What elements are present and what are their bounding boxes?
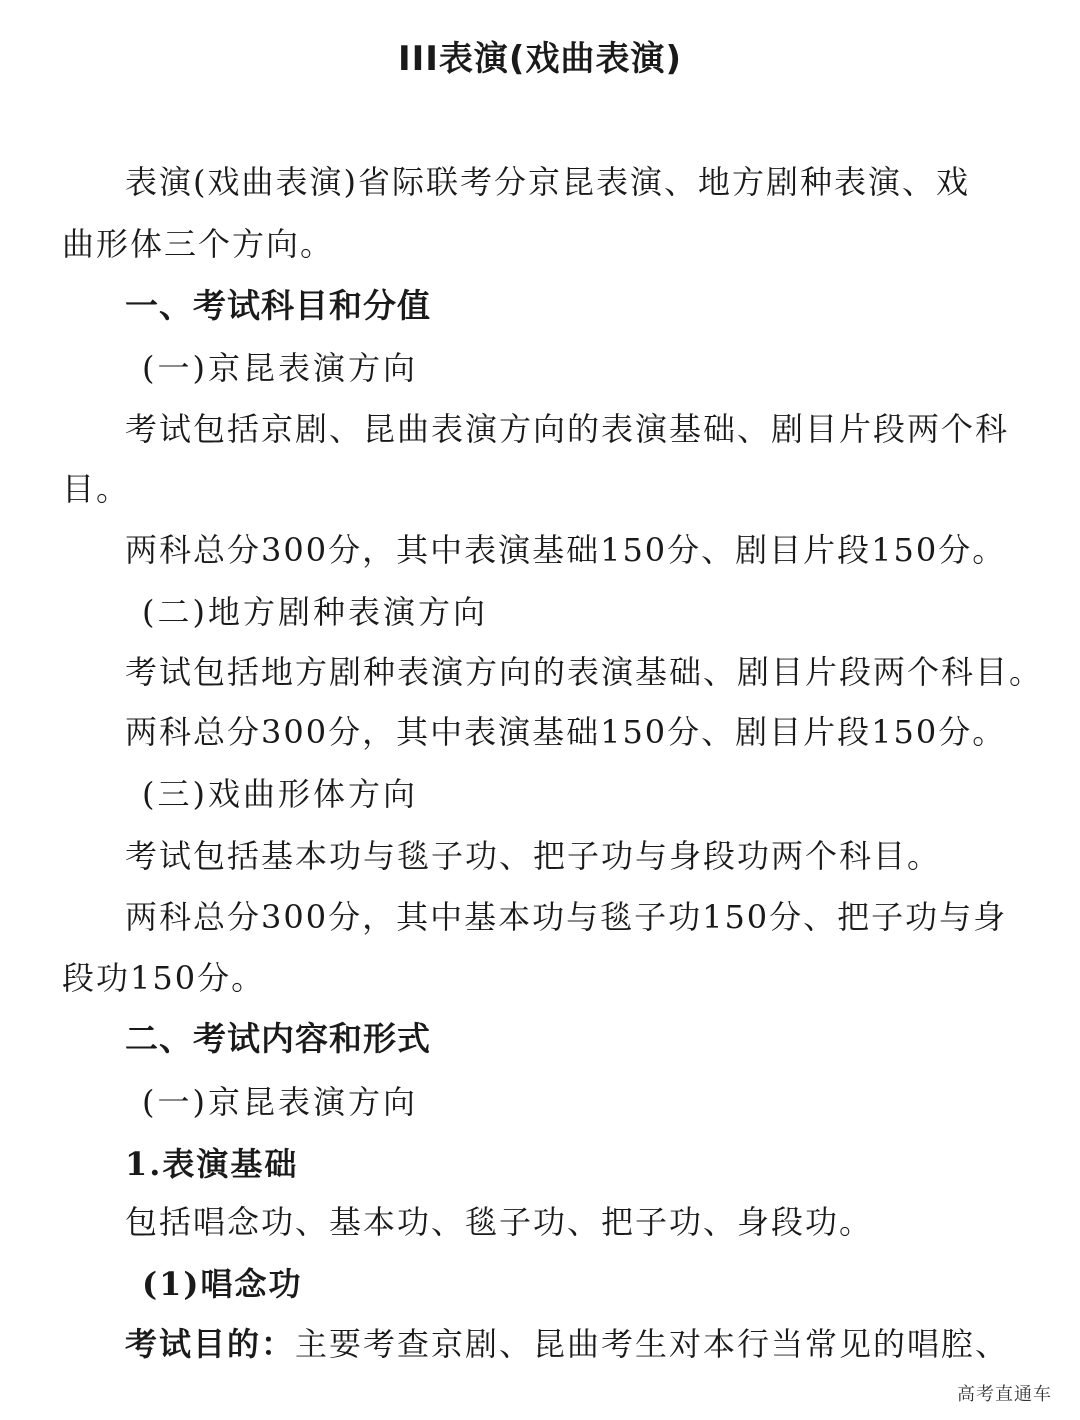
section2-heading: 二、考试内容和形式 [125, 1019, 431, 1058]
watermark-label: 高考直通车 [957, 1384, 1052, 1405]
section1-sub2-heading: (二)地方剧种表演方向 [142, 593, 488, 631]
section1-sub1-score: 两科总分300分，其中表演基础150分、剧目片段150分。 [125, 531, 1007, 569]
intro-line-1: 表演(戏曲表演)省际联考分京昆表演、地方剧种表演、戏 [125, 163, 970, 201]
section2-point1-heading: (1)唱念功 [142, 1265, 303, 1303]
purpose-text: 主要考查京剧、昆曲考生对本行当常见的唱腔、 [295, 1325, 1010, 1363]
section2-item1-desc: 包括唱念功、基本功、毯子功、把子功、身段功。 [125, 1203, 874, 1241]
section1-heading: 一、考试科目和分值 [125, 286, 431, 325]
section1-sub1-desc-line-2: 目。 [62, 470, 131, 508]
purpose-label: 考试目的： [125, 1325, 296, 1363]
section1-sub3-score-line-1: 两科总分300分，其中基本功与毯子功150分、把子功与身 [125, 898, 1008, 936]
section1-sub1-desc-line-1: 考试包括京剧、昆曲表演方向的表演基础、剧目片段两个科 [125, 410, 1010, 448]
section1-sub2-score: 两科总分300分，其中表演基础150分、剧目片段150分。 [125, 713, 1007, 751]
section1-sub2-desc: 考试包括地方剧种表演方向的表演基础、剧目片段两个科目。 [125, 653, 1044, 691]
section1-sub3-score-line-2: 段功150分。 [62, 959, 266, 997]
section1-sub3-heading: (三)戏曲形体方向 [142, 775, 418, 813]
section2-item1-heading: 1.表演基础 [125, 1145, 299, 1183]
document-title: III表演(戏曲表演) [397, 39, 683, 79]
section1-sub3-desc: 考试包括基本功与毯子功、把子功与身段功两个科目。 [125, 837, 942, 875]
intro-line-2: 曲形体三个方向。 [62, 225, 335, 263]
section2-sub1-heading: (一)京昆表演方向 [142, 1083, 418, 1121]
purpose-line [125, 1320, 1009, 1368]
section1-sub1-heading: (一)京昆表演方向 [142, 349, 418, 387]
